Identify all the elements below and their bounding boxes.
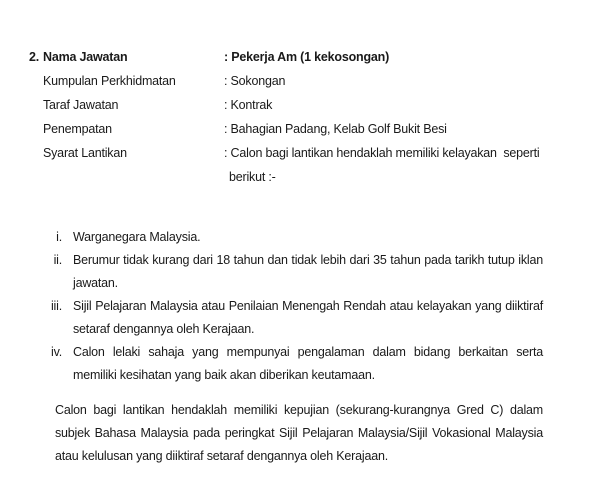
detail-label-nama-jawatan: Nama Jawatan <box>43 50 128 64</box>
detail-label-kumpulan-perkhidmatan: Kumpulan Perkhidmatan <box>43 74 176 88</box>
detail-value-line: berikut :- <box>229 170 276 184</box>
detail-row-nama-jawatan <box>0 45 600 69</box>
requirement-item-i <box>0 226 543 249</box>
detail-value-line: : Bahagian Padang, Kelab Golf Bukit Besi <box>224 122 447 136</box>
job-details-section <box>0 45 600 189</box>
item-number: 2. <box>29 50 40 64</box>
detail-row-syarat-lantikan <box>0 141 600 189</box>
detail-value-line: : Kontrak <box>224 98 273 112</box>
requirement-item-iv <box>0 341 543 387</box>
requirement-numeral: iii. <box>50 299 62 313</box>
requirement-item-iii <box>0 295 543 341</box>
requirement-text: Sijil Pelajaran Malaysia atau Penilaian Menengah Rendah atau kelayakan yang diiktiraf setaraf dengannya oleh Kerajaan. <box>73 299 543 336</box>
detail-row-penempatan <box>0 117 600 141</box>
requirement-item-ii <box>0 249 543 295</box>
detail-value-line: : Sokongan <box>224 74 286 88</box>
requirement-numeral: i. <box>56 230 62 244</box>
detail-value-penempatan <box>224 117 556 141</box>
detail-row-taraf-jawatan <box>0 93 600 117</box>
detail-label-taraf-jawatan: Taraf Jawatan <box>43 98 119 112</box>
detail-value-kumpulan-perkhidmatan <box>224 69 556 93</box>
detail-row-kumpulan-perkhidmatan <box>0 69 600 93</box>
detail-value-line: : Calon bagi lantikan hendaklah memiliki kelayakan seperti <box>224 146 540 160</box>
qualification-note: Calon bagi lantikan hendaklah memiliki kepujian (sekurang-kurangnya Gred C) dalam subjek Bahasa Malaysia pada peringkat Sijil Pelajaran Malaysia/Sijil Vokasional Malaysia atau kelulusan yang diiktiraf setaraf dengannya oleh Kerajaan. <box>55 403 543 463</box>
requirement-numeral: ii. <box>53 253 62 267</box>
detail-value-nama-jawatan <box>224 45 556 69</box>
detail-label-syarat-lantikan: Syarat Lantikan <box>43 146 127 160</box>
requirement-text: Warganegara Malaysia. <box>73 230 201 244</box>
requirement-text: Berumur tidak kurang dari 18 tahun dan tidak lebih dari 35 tahun pada tarikh tutup iklan jawatan. <box>73 253 543 290</box>
detail-value-line: : Pekerja Am (1 kekosongan) <box>224 50 390 64</box>
detail-value-syarat-lantikan <box>224 141 556 189</box>
requirement-numeral: iv. <box>51 345 62 359</box>
detail-value-taraf-jawatan <box>224 93 556 117</box>
requirements-list <box>0 226 543 387</box>
requirement-text: Calon lelaki sahaja yang mempunyai pengalaman dalam bidang berkaitan serta memiliki kesihatan yang baik akan diberikan keutamaan. <box>73 345 543 382</box>
detail-label-penempatan: Penempatan <box>43 122 112 136</box>
